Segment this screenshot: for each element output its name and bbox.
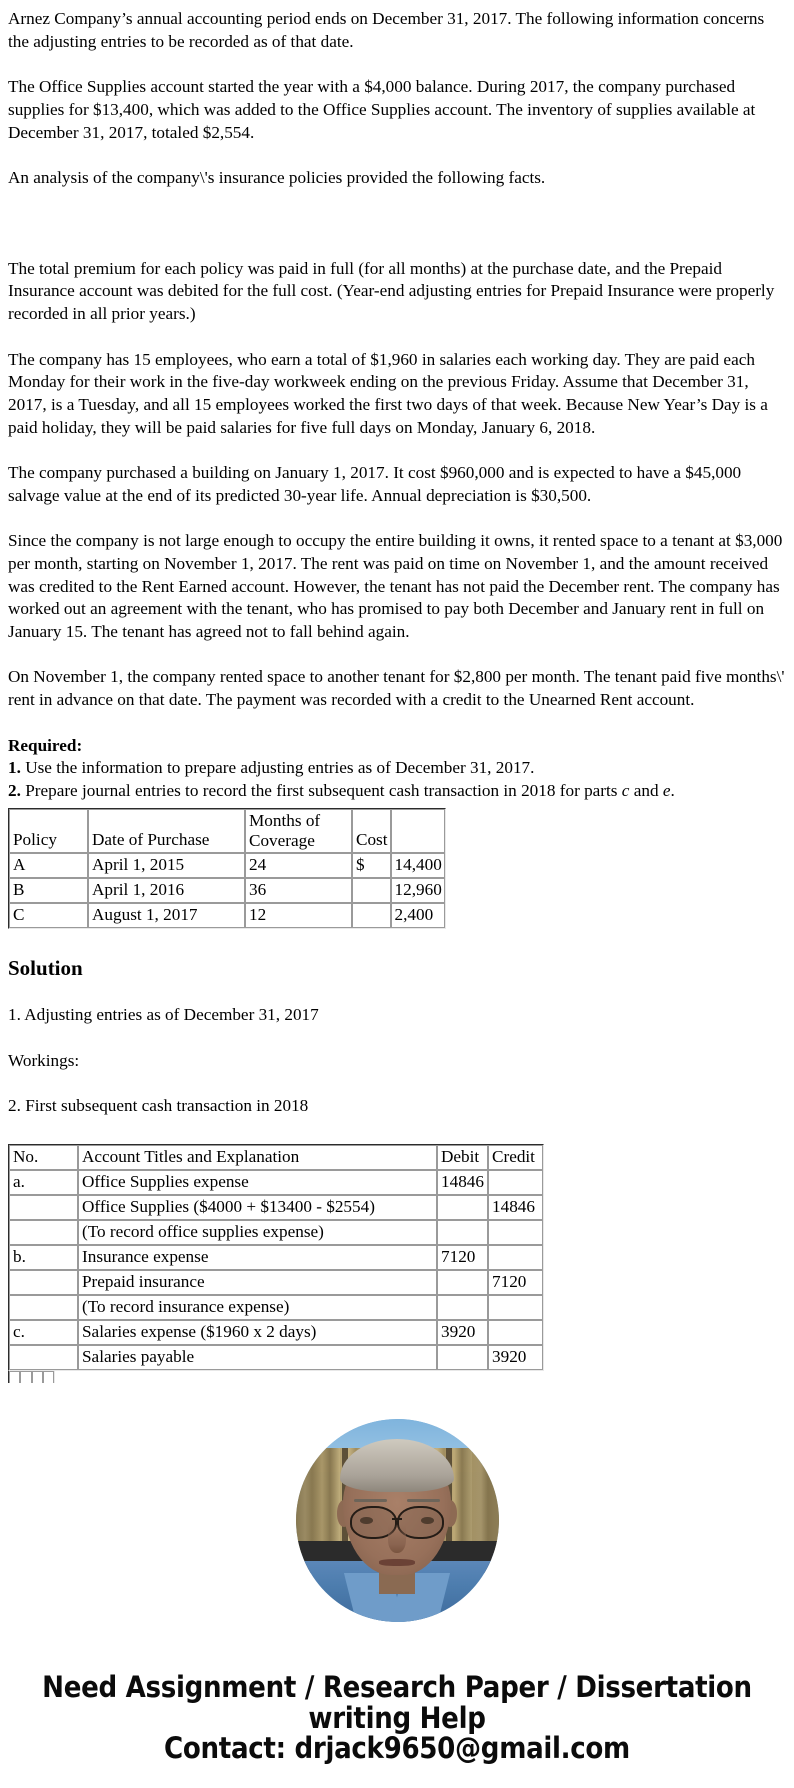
paragraph-employees: The company has 15 employees, who earn a total of $1,960 in salaries each working day. They are paid each Monday for their work in the five-day workweek ending on the previous Friday. Assume that December 31, 2017, is a Tuesday, and all 15 employees worked the first two days of that week. Because New Year’s Day is a paid holiday, they will be paid salaries for five full days on Monday, January 6, 2018. [8, 349, 768, 437]
cell-no [9, 1371, 20, 1383]
avatar-container [0, 1419, 794, 1622]
header-account-titles: Account Titles and Explanation [78, 1145, 437, 1170]
table-header-row [9, 1145, 543, 1170]
paragraph-spacer [8, 981, 786, 1004]
paragraph-spacer [8, 1118, 786, 1141]
table-row [9, 1371, 54, 1383]
cell-account: Prepaid insurance [78, 1270, 437, 1295]
cell-account: Office Supplies ($4000 + $13400 - $2554) [78, 1195, 437, 1220]
cell-debit [32, 1371, 43, 1383]
cell-debit: 14846 [437, 1170, 488, 1195]
paragraph-spacer [8, 144, 786, 167]
paragraph-spacer [8, 212, 786, 235]
cell-credit [43, 1371, 54, 1383]
paragraph-spacer [8, 507, 786, 530]
table-row [9, 903, 445, 928]
insurance-policy-table [8, 808, 446, 930]
required-item-1 [8, 757, 786, 780]
table-row [9, 1245, 543, 1270]
cell-credit [488, 1295, 543, 1320]
cell-date: April 1, 2015 [88, 853, 245, 878]
cell-account: Salaries expense ($1960 x 2 days) [78, 1320, 437, 1345]
solution-line-adjusting-entries: 1. Adjusting entries as of December 31, 2017 [8, 1005, 319, 1025]
cell-no [9, 1195, 78, 1220]
paragraph-office-supplies: The Office Supplies account started the year with a $4,000 balance. During 2017, the company purchased supplies for $13,400, which was added to the Office Supplies account. The inventory of supplies available at December 31, 2017, totaled $2,554. [8, 77, 756, 142]
required-heading: Required: [8, 735, 83, 755]
avatar-eyeglass-bridge [392, 1518, 402, 1521]
cell-debit [437, 1195, 488, 1220]
cell-date: April 1, 2016 [88, 878, 245, 903]
cell-credit: 3920 [488, 1345, 543, 1370]
solution-heading: Solution [8, 956, 83, 981]
table-row [9, 853, 445, 878]
paragraph-premium: The total premium for each policy was paid in full (for all months) at the purchase date, and the Prepaid Insurance account was debited for the full cost. (Year-end adjusting entries for Prepaid Insurance were properly recorded in all prior years.) [8, 258, 775, 324]
required-item-1-text: Use the information to prepare adjusting entries as of December 31, 2017. [25, 758, 535, 778]
cell-no: a. [9, 1170, 78, 1195]
required-item-2-period: . [670, 780, 675, 800]
paragraph-insurance-analysis: An analysis of the company\'s insurance policies provided the following facts. [8, 167, 546, 187]
footer-line-2: writing Help [308, 1700, 486, 1735]
paragraph-spacer [8, 235, 786, 258]
footer-contact-banner [0, 1672, 794, 1787]
cell-debit [437, 1220, 488, 1245]
avatar-mouth [379, 1559, 416, 1565]
cell-credit [488, 1320, 543, 1345]
header-cost: Cost [352, 809, 391, 854]
cell-account: Office Supplies expense [78, 1170, 437, 1195]
cell-no [9, 1220, 78, 1245]
cell-credit [488, 1245, 543, 1270]
cell-months: 24 [245, 853, 352, 878]
paragraph-unearned-rent: On November 1, the company rented space to another tenant for $2,800 per month. The tenant paid five months\' rent in advance on that date. The payment was recorded with a credit to the Unearned Rent account. [8, 667, 785, 710]
paragraph-spacer [8, 644, 786, 667]
table-row [9, 1270, 543, 1295]
journal-entries-table [8, 1144, 544, 1371]
cell-debit: 3920 [437, 1320, 488, 1345]
cell-months: 12 [245, 903, 352, 928]
paragraph-spacer [8, 1027, 786, 1050]
paragraph-spacer [8, 326, 786, 349]
cell-account [20, 1371, 31, 1383]
table-header-row [9, 809, 445, 854]
header-credit: Credit [488, 1145, 543, 1170]
header-date-of-purchase: Date of Purchase [88, 809, 245, 854]
paragraph-spacer [8, 439, 786, 462]
table-row [9, 878, 445, 903]
header-amount [391, 809, 445, 854]
table-row [9, 1320, 543, 1345]
avatar-eyebrow-left [354, 1499, 386, 1502]
paragraph-building: The company purchased a building on January 1, 2017. It cost $960,000 and is expected to have a $45,000 salvage value at the end of its predicted 30-year life. Annual depreciation is $30,500. [8, 463, 742, 505]
cell-date: August 1, 2017 [88, 903, 245, 928]
required-block [8, 735, 786, 803]
table-row [9, 1220, 543, 1245]
paragraph-intro: Arnez Company’s annual accounting period ends on December 31, 2017. The following information concerns the adjusting entries to be recorded as of that date. [8, 9, 765, 51]
cell-account: Salaries payable [78, 1345, 437, 1370]
cell-currency [352, 878, 391, 903]
table-row [9, 1295, 543, 1320]
cell-policy: C [9, 903, 88, 928]
paragraph-spacer [8, 1072, 786, 1095]
table-row [9, 1345, 543, 1370]
cell-months: 36 [245, 878, 352, 903]
paragraph-spacer [8, 53, 786, 76]
avatar [296, 1419, 499, 1622]
cell-credit: 7120 [488, 1270, 543, 1295]
cell-currency [352, 903, 391, 928]
solution-line-workings: Workings: [8, 1050, 80, 1070]
cell-account: Insurance expense [78, 1245, 437, 1270]
cell-debit [437, 1270, 488, 1295]
cell-no: c. [9, 1320, 78, 1345]
journal-table-clipped-row [8, 1371, 786, 1383]
header-no: No. [9, 1145, 78, 1170]
cell-amount: 14,400 [391, 853, 445, 878]
journal-entries-table-continued [8, 1371, 55, 1383]
cell-no [9, 1295, 78, 1320]
cell-debit [437, 1345, 488, 1370]
table-row [9, 1170, 543, 1195]
header-debit: Debit [437, 1145, 488, 1170]
cell-credit: 14846 [488, 1195, 543, 1220]
footer-line-3[interactable]: Contact: drjack9650@gmail.com [164, 1731, 630, 1766]
paragraph-spacer [8, 712, 786, 735]
cell-no: b. [9, 1245, 78, 1270]
cell-credit [488, 1170, 543, 1195]
required-item-1-number: 1. [8, 758, 21, 778]
cell-debit [437, 1295, 488, 1320]
solution-line-first-subsequent: 2. First subsequent cash transaction in 2018 [8, 1095, 309, 1115]
paragraph-spacer [8, 190, 786, 213]
header-months-of-coverage: Months of Coverage [245, 809, 352, 854]
cell-amount: 12,960 [391, 878, 445, 903]
cell-amount: 2,400 [391, 903, 445, 928]
required-item-2-part-e: e [662, 780, 671, 800]
header-policy: Policy [9, 809, 88, 854]
table-row [9, 1195, 543, 1220]
required-item-2 [8, 780, 786, 803]
avatar-eyebrow-right [407, 1499, 439, 1502]
footer-line-1: Need Assignment / Research Paper / Dissertation [42, 1670, 752, 1705]
cell-policy: B [9, 878, 88, 903]
cell-account: (To record insurance expense) [78, 1295, 437, 1320]
cell-account: (To record office supplies expense) [78, 1220, 437, 1245]
required-item-2-text: Prepare journal entries to record the first subsequent cash transaction in 2018 for parts [25, 780, 622, 800]
cell-policy: A [9, 853, 88, 878]
required-item-2-number: 2. [8, 780, 21, 800]
cell-debit: 7120 [437, 1245, 488, 1270]
cell-credit [488, 1220, 543, 1245]
cell-no [9, 1270, 78, 1295]
required-item-2-part-c: c [621, 780, 630, 800]
paragraph-tenant-rent: Since the company is not large enough to occupy the entire building it owns, it rented space to a tenant at $3,000 per month, starting on November 1, 2017. The rent was paid on time on November 1, and the amount received was credited to the Rent Earned account. However, the tenant has not paid the December rent. The company has worked out an agreement with the tenant, who has promised to pay both December and January rent in full on January 15. The tenant has agreed not to fall behind again. [8, 531, 783, 641]
avatar-nose [388, 1525, 406, 1553]
cell-currency: $ [352, 853, 391, 878]
required-item-2-conjunction: and [629, 780, 663, 800]
cell-no [9, 1345, 78, 1370]
